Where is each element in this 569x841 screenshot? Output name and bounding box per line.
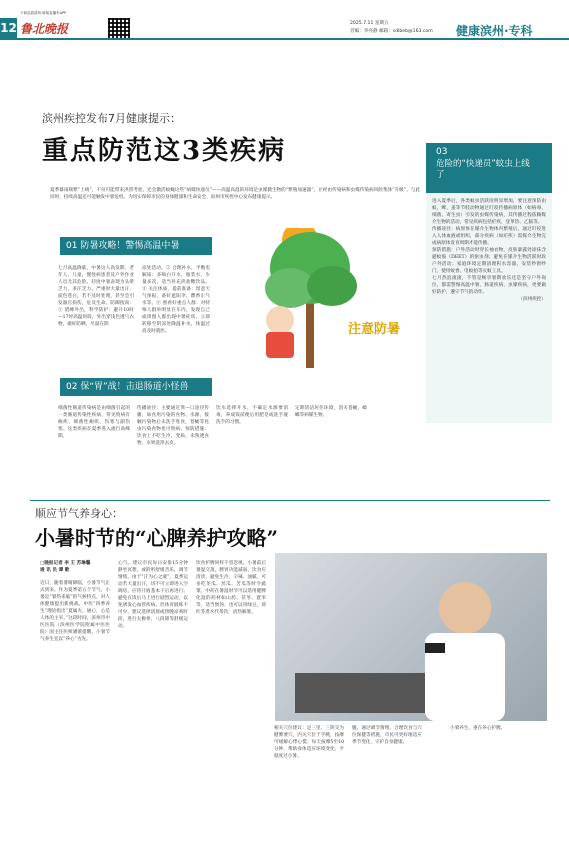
photo-caption: 小暑养生，重在养心护脾。 bbox=[450, 726, 506, 731]
article2-col3: 饮食护脾同样不容忽视。小暑前后暑湿交蒸，脾胃功能减弱，饮食应清淡、避免生冷、辛辣、油腻，可多吃冬瓜、丝瓜、苦瓜等时令蔬菜。中药在暑湿时节可以选用健脾化湿的药材如山药、茯苓、薏米等，适当煲汤；也可以用绿豆、荷叶等煮水代茶饮，清热解暑。 bbox=[196, 561, 266, 615]
sidebar-number: 03 bbox=[436, 147, 448, 157]
header-tagline: 下载品质滨州·新闻直播车APP bbox=[20, 11, 67, 15]
header-divider bbox=[0, 38, 569, 40]
article2-col4: 相关穴位建议：足三里、三阴交为健脾要穴，内关穴位于手腕，按摩可缓解心悸心慌；每天按摩5至10分钟，帮助身体适应环境变化，平稳度过小暑。 bbox=[274, 726, 344, 759]
article2-col5: 腹。通过调节情绪，合理饮食与穴位保健等措施，市民可更好地适应季节变化，守护自身健康。 bbox=[352, 726, 422, 745]
section1-col2: 凉处活动。② 合理补水，平衡电解质：多喝白开水，瓶装水、少量多次，适当补充淡盐糖饮品。③ 关注体质，提前准备：留意天气预报，备好遮阳伞、藿香正气水等。④ 照看好重点人群：对特殊人群举明显在车内，发现自己或周围人群出现中暑症状，立即转移至阴凉处降温补水，体温过高及时就医。 bbox=[142, 266, 210, 334]
editor-info: 首编：李亮静 邮箱：sdlbeb@163.com bbox=[350, 29, 433, 34]
section1-col1: 七月高温降临，中暑这人高发期，老年人、儿童、慢性病患者及户外作业人员尤其危险。轻度中暑表现为头晕乏力、多汗乏力、严重时大量出汗、面色苍白，若不及时处理，甚至会引发器官损伤，危及生命。防御指南：① 错峰外出，科学防护：避开10时—17时高温时段，外出穿浅色透气衣物，做好防晒，尽量在阴 bbox=[58, 266, 134, 327]
article2-headline: 小暑时节的“心脾养护攻略” bbox=[35, 526, 279, 550]
section1-tag: 01 防暑攻略！警惕高温中暑 bbox=[60, 237, 212, 255]
poster-text: 注意防暑 bbox=[348, 322, 401, 337]
sidebar-paragraph: 预防措施：户外活动时穿长袖衣物，皮肤暴露处涂抹含避蚊胺（DEET）的驱虫剂；避免在媒介生物活跃时段户外活动；家庭环境定期清理积水容器，安装纱窗纱门，使用蚊香、电蚊拍等灭蚊工具。 bbox=[432, 248, 546, 274]
issue-date: 2025.7.11 星期五 bbox=[350, 21, 389, 26]
article2-byline: □晚报记者 李 王 苏琳馨 通 讯 员 谭 歌 bbox=[40, 561, 91, 573]
section2-col1: 细菌性肠道传染病是由细菌引起的一类肠道传染性疾病，常见致病有痢疾、细菌性痢疾、伤寒与副伤寒。这类疾病在夏季进入流行高峰期。 bbox=[58, 406, 130, 439]
section2-col3: 饮水选择开水，不确定水源要消毒，养成饭前便后用肥皂或洗手液洗手的习惯。 bbox=[216, 406, 288, 425]
section-title: 健康滨州·专科 bbox=[456, 24, 533, 38]
section2-tag: 02 保“胃”战！击退肠道小怪兽 bbox=[60, 378, 212, 396]
article1-lead: 夏季暴雨频繁“上线”，不仅可能带来洪涝考验，还会激活蚊蝇这些“病媒快递员”——高温高湿的环境是虫媒微生物的“繁殖加速器”，让经由传染病和虫媒传染病风险集体“升级”。与此同时，持续高温还可能触发中暑危机。为切实保障市民的身体健康和生命安全，滨州市疾控中心发布健康提示。 bbox=[50, 188, 420, 200]
sidebar-paragraph: 传播途径：病原体在媒介生物体内繁殖后，通过叮咬进入人体血液或组织，部分疾病（如疟疾）需媒介生物完成病原体发育周期才能传播。 bbox=[432, 227, 546, 246]
article1-kicker: 滨州疾控发布7月健康提示： bbox=[42, 112, 181, 125]
page-number: 12 bbox=[0, 18, 17, 38]
newspaper-logo: 鲁北晚报 bbox=[20, 22, 69, 36]
article2-col1: 近日，随着暑晴降临，小暑节气正式到来。作为夏季第五个节气，小暑是“暑热来临”的气候特点，对人体健康提出新挑战。中医“四季养生”理论指出“夏属火，通心，心是人体的主宰。”这段时间，滨州市中医医院（滨州医学院附属中医医院）国主任医师潘蕾提醒，小暑节气养生宜以“养心”为先。 bbox=[40, 581, 110, 642]
section2-col2: 传播途径：主要通过粪—口途径传播，如食用污染的食物、水源，接触污染物后未洗手进食，苍蝇等昆虫污染食物也可致病。预防措施：饮食上不吃生冷，变质、未熟透食物，水果洗净去皮。 bbox=[137, 406, 209, 446]
sidebar-paragraph: 进入夏季后，各类蚊虫活跃度明显增加，要注意预防由蚊、蜱、蚤等节肢动物通过叮咬传播病原体（如病毒、细菌、寄生虫）引发的虫媒传染病，其传播过程依赖媒介生物的活动，常见疾病包括疟疾、登革热、乙脑等。 bbox=[432, 199, 546, 225]
sidebar-paragraph: 七月热浪滚滚，不管是畅享暑期欢乐还是坚守户外岗位，都需警惕高温中暑、肠道疾病、虫媒疾病，更要做好防护，遵守节气的动作。 bbox=[432, 276, 546, 295]
qr-code-icon bbox=[108, 18, 130, 40]
heatstroke-illustration bbox=[230, 228, 420, 373]
article2-col2: 心气。建议市民每日安排15分钟静坐冥想，或聆听舒缓音乐，调节情绪。由于“汗为心之液”，夏季运动若大量出汗，切不可立即进入空调房，应待汗液基本干后再进行。避免在饭后马上进行剧烈运动，以免诱发心血管疾病。但体育锻炼不可少，建议选择清晨或傍晚凉爽时段，进行太极拳、八段锦等舒缓运动。 bbox=[118, 561, 188, 629]
sidebar-title: 危险的“快递员”蚊虫上线了 bbox=[436, 159, 530, 180]
sidebar-text bbox=[432, 198, 546, 303]
article-divider bbox=[30, 500, 550, 501]
sidebar-header bbox=[426, 143, 552, 193]
article2-kicker: 顺应节气养身心： bbox=[35, 507, 123, 520]
sidebar-credit: （滨州疾控） bbox=[518, 297, 546, 302]
doctor-photo bbox=[275, 553, 547, 721]
section2-col4: 定期清洁居住环境，消灭苍蝇、蟑螂等病媒生物。 bbox=[295, 406, 367, 418]
article1-headline: 重点防范这3类疾病 bbox=[42, 136, 287, 166]
